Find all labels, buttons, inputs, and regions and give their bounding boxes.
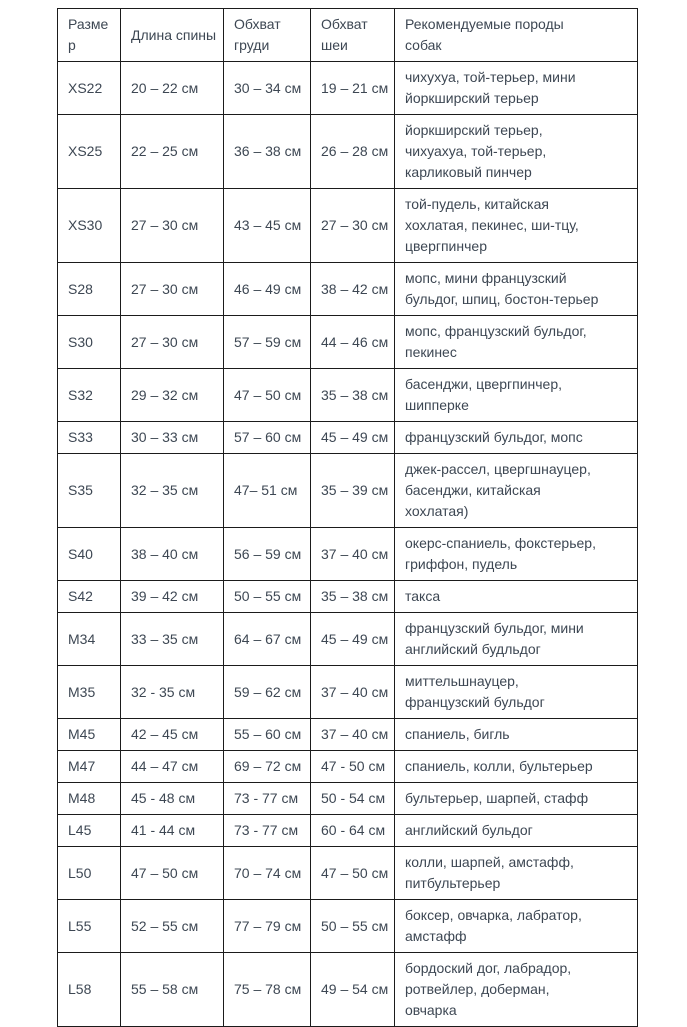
size-cell: L55	[58, 900, 121, 953]
table-row	[58, 115, 638, 189]
size-cell: S30	[58, 316, 121, 369]
chest-girth-cell: 56 – 59 см	[224, 528, 311, 581]
chest-girth-cell: 43 – 45 см	[224, 189, 311, 263]
chest-girth-cell: 57 – 59 см	[224, 316, 311, 369]
neck-girth-cell: 44 – 46 см	[311, 316, 395, 369]
neck-girth-cell: 47 – 50 см	[311, 847, 395, 900]
size-cell: M35	[58, 666, 121, 719]
size-cell: XS25	[58, 115, 121, 189]
size-cell: S40	[58, 528, 121, 581]
table-row	[58, 953, 638, 1027]
table-row	[58, 62, 638, 115]
neck-girth-cell: 38 – 42 см	[311, 263, 395, 316]
back-length-cell: 27 – 30 см	[121, 263, 224, 316]
back-length-cell: 27 – 30 см	[121, 316, 224, 369]
breeds-cell: спаниель, колли, бультерьер	[395, 751, 638, 783]
size-cell: L45	[58, 815, 121, 847]
back-length-cell: 42 – 45 см	[121, 719, 224, 751]
neck-girth-cell: 45 – 49 см	[311, 613, 395, 666]
chest-girth-cell: 30 – 34 см	[224, 62, 311, 115]
back-length-cell: 41 - 44 см	[121, 815, 224, 847]
back-length-cell: 52 – 55 см	[121, 900, 224, 953]
breeds-cell: мопс, французский бульдог, пекинес	[395, 316, 638, 369]
size-cell: S35	[58, 454, 121, 528]
neck-girth-cell: 37 – 40 см	[311, 719, 395, 751]
table-row	[58, 454, 638, 528]
breeds-cell: английский бульдог	[395, 815, 638, 847]
header-back-length: Длина спины	[121, 9, 224, 62]
table-row	[58, 783, 638, 815]
table-row	[58, 422, 638, 454]
back-length-cell: 29 – 32 см	[121, 369, 224, 422]
chest-girth-cell: 64 – 67 см	[224, 613, 311, 666]
neck-girth-cell: 50 - 54 см	[311, 783, 395, 815]
chest-girth-cell: 73 - 77 см	[224, 783, 311, 815]
header-size: Размер	[58, 9, 121, 62]
breeds-cell: французский бульдог, мопс	[395, 422, 638, 454]
size-cell: L50	[58, 847, 121, 900]
neck-girth-cell: 50 – 55 см	[311, 900, 395, 953]
neck-girth-cell: 45 – 49 см	[311, 422, 395, 454]
back-length-cell: 20 – 22 см	[121, 62, 224, 115]
table-row	[58, 751, 638, 783]
table-body	[58, 62, 638, 1027]
table-row	[58, 719, 638, 751]
neck-girth-cell: 35 – 39 см	[311, 454, 395, 528]
header-chest-girth: Обхват груди	[224, 9, 311, 62]
back-length-cell: 38 – 40 см	[121, 528, 224, 581]
chest-girth-cell: 47– 51 см	[224, 454, 311, 528]
size-cell: M45	[58, 719, 121, 751]
size-cell: L58	[58, 953, 121, 1027]
neck-girth-cell: 37 – 40 см	[311, 528, 395, 581]
neck-girth-cell: 27 – 30 см	[311, 189, 395, 263]
neck-girth-cell: 37 – 40 см	[311, 666, 395, 719]
header-breeds: Рекомендуемые породы собак	[395, 9, 638, 62]
size-cell: S28	[58, 263, 121, 316]
table-row	[58, 316, 638, 369]
size-cell: S33	[58, 422, 121, 454]
neck-girth-cell: 35 – 38 см	[311, 581, 395, 613]
neck-girth-cell: 26 – 28 см	[311, 115, 395, 189]
chest-girth-cell: 59 – 62 см	[224, 666, 311, 719]
breeds-cell: басенджи, цвергпинчер, шипперке	[395, 369, 638, 422]
back-length-cell: 30 – 33 см	[121, 422, 224, 454]
chest-girth-cell: 75 – 78 см	[224, 953, 311, 1027]
table-row	[58, 613, 638, 666]
size-cell: M34	[58, 613, 121, 666]
chest-girth-cell: 77 – 79 см	[224, 900, 311, 953]
table-header	[58, 9, 638, 62]
chest-girth-cell: 69 – 72 см	[224, 751, 311, 783]
chest-girth-cell: 47 – 50 см	[224, 369, 311, 422]
table-row	[58, 369, 638, 422]
breeds-cell: джек-рассел, цвергшнауцер, басенджи, китайская хохлатая)	[395, 454, 638, 528]
breeds-cell: миттельшнауцер, французский бульдог	[395, 666, 638, 719]
size-cell: M47	[58, 751, 121, 783]
breeds-cell: французский бульдог, мини английский будльдог	[395, 613, 638, 666]
back-length-cell: 55 – 58 см	[121, 953, 224, 1027]
chest-girth-cell: 70 – 74 см	[224, 847, 311, 900]
neck-girth-cell: 35 – 38 см	[311, 369, 395, 422]
size-cell: S42	[58, 581, 121, 613]
table-row	[58, 581, 638, 613]
table-row	[58, 900, 638, 953]
header-neck-girth: Обхват шеи	[311, 9, 395, 62]
size-cell: S32	[58, 369, 121, 422]
size-cell: M48	[58, 783, 121, 815]
chest-girth-cell: 55 – 60 см	[224, 719, 311, 751]
table-row	[58, 263, 638, 316]
header-row	[58, 9, 638, 62]
table-row	[58, 847, 638, 900]
breeds-cell: той-пудель, китайская хохлатая, пекинес, ши-тцу, цвергпинчер	[395, 189, 638, 263]
table-row	[58, 528, 638, 581]
back-length-cell: 27 – 30 см	[121, 189, 224, 263]
breeds-cell: спаниель, бигль	[395, 719, 638, 751]
breeds-cell: такса	[395, 581, 638, 613]
breeds-cell: бультерьер, шарпей, стафф	[395, 783, 638, 815]
back-length-cell: 32 – 35 см	[121, 454, 224, 528]
chest-girth-cell: 46 – 49 см	[224, 263, 311, 316]
breeds-cell: боксер, овчарка, лабратор, амстафф	[395, 900, 638, 953]
neck-girth-cell: 19 – 21 см	[311, 62, 395, 115]
size-cell: XS22	[58, 62, 121, 115]
back-length-cell: 22 – 25 см	[121, 115, 224, 189]
dog-size-chart-table	[57, 8, 638, 1027]
neck-girth-cell: 47 - 50 см	[311, 751, 395, 783]
breeds-cell: йоркширский терьер, чихуахуа, той-терьер, карликовый пинчер	[395, 115, 638, 189]
chest-girth-cell: 73 - 77 см	[224, 815, 311, 847]
neck-girth-cell: 60 - 64 см	[311, 815, 395, 847]
breeds-cell: бордоский дог, лабрадор, ротвейлер, доберман, овчарка	[395, 953, 638, 1027]
breeds-cell: колли, шарпей, амстафф, питбультерьер	[395, 847, 638, 900]
size-cell: XS30	[58, 189, 121, 263]
table-row	[58, 189, 638, 263]
back-length-cell: 44 – 47 см	[121, 751, 224, 783]
back-length-cell: 45 - 48 см	[121, 783, 224, 815]
chest-girth-cell: 57 – 60 см	[224, 422, 311, 454]
table-row	[58, 666, 638, 719]
breeds-cell: чихухуа, той-терьер, мини йоркширский терьер	[395, 62, 638, 115]
breeds-cell: окерс-спаниель, фокстерьер, гриффон, пудель	[395, 528, 638, 581]
chest-girth-cell: 50 – 55 см	[224, 581, 311, 613]
chest-girth-cell: 36 – 38 см	[224, 115, 311, 189]
back-length-cell: 47 – 50 см	[121, 847, 224, 900]
back-length-cell: 39 – 42 см	[121, 581, 224, 613]
table-row	[58, 815, 638, 847]
breeds-cell: мопс, мини французский бульдог, шпиц, бостон-терьер	[395, 263, 638, 316]
back-length-cell: 33 – 35 см	[121, 613, 224, 666]
neck-girth-cell: 49 – 54 см	[311, 953, 395, 1027]
back-length-cell: 32 - 35 см	[121, 666, 224, 719]
